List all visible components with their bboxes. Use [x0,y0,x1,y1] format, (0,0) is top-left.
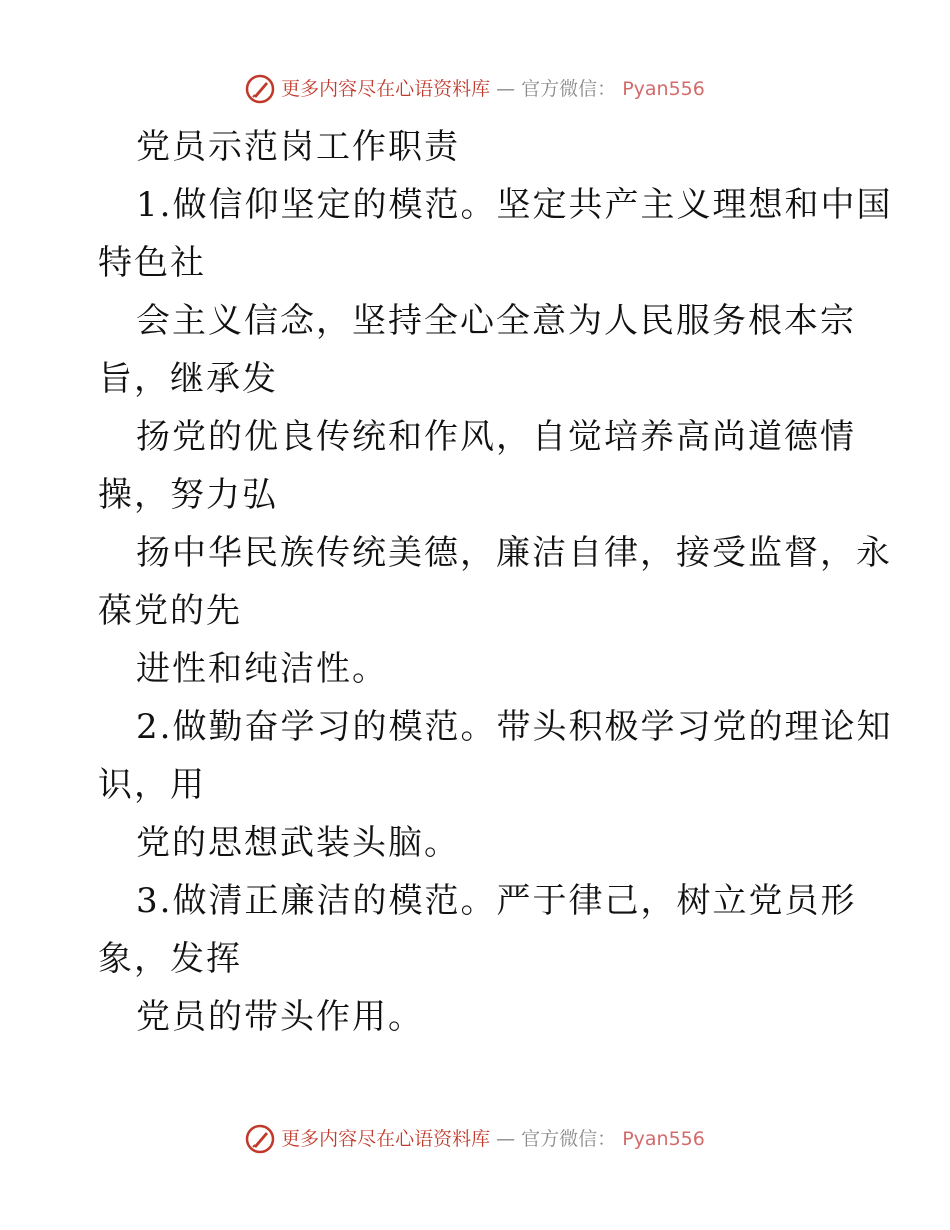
watermark-prefix: 更多内容尽在心语资料库 [281,1128,491,1150]
quill-logo-icon [245,74,275,104]
watermark-middle: 官方微信： [521,78,617,100]
paragraph-line: 党员的带头作用。 [136,997,424,1037]
paragraph-line: 识，用 [98,765,206,805]
document-body [98,118,893,1046]
watermark-middle: 官方微信： [521,1128,617,1150]
paragraph-line: 旨，继承发 [98,359,278,399]
paragraph-line: 1.做信仰坚定的模范。坚定共产主义理想和中国 [136,185,893,225]
paragraph-line: 葆党的先 [98,591,242,631]
watermark-dash: — [496,78,516,100]
document-title: 党员示范岗工作职责 [136,127,460,167]
paragraph-line: 操，努力弘 [98,475,278,515]
paragraph-line: 2.做勤奋学习的模范。带头积极学习党的理论知 [136,707,893,747]
paragraph-line: 扬党的优良传统和作风，自觉培养高尚道德情 [136,417,856,457]
watermark-account: Pyan556 [622,78,705,100]
paragraph-line: 特色社 [98,243,206,283]
quill-logo-icon [245,1124,275,1154]
paragraph-line: 党的思想武装头脑。 [136,823,460,863]
watermark-dash: — [496,1128,516,1150]
watermark-prefix: 更多内容尽在心语资料库 [281,78,491,100]
paragraph-line: 3.做清正廉洁的模范。严于律己，树立党员形 [136,881,857,921]
watermark-account: Pyan556 [622,1128,705,1150]
paragraph-line: 象，发挥 [98,939,242,979]
paragraph-line: 进性和纯洁性。 [136,649,388,689]
paragraph-line: 会主义信念，坚持全心全意为人民服务根本宗 [136,301,856,341]
footer-watermark [0,1124,950,1154]
header-watermark [0,74,950,104]
paragraph-line: 扬中华民族传统美德，廉洁自律，接受监督，永 [136,533,892,573]
